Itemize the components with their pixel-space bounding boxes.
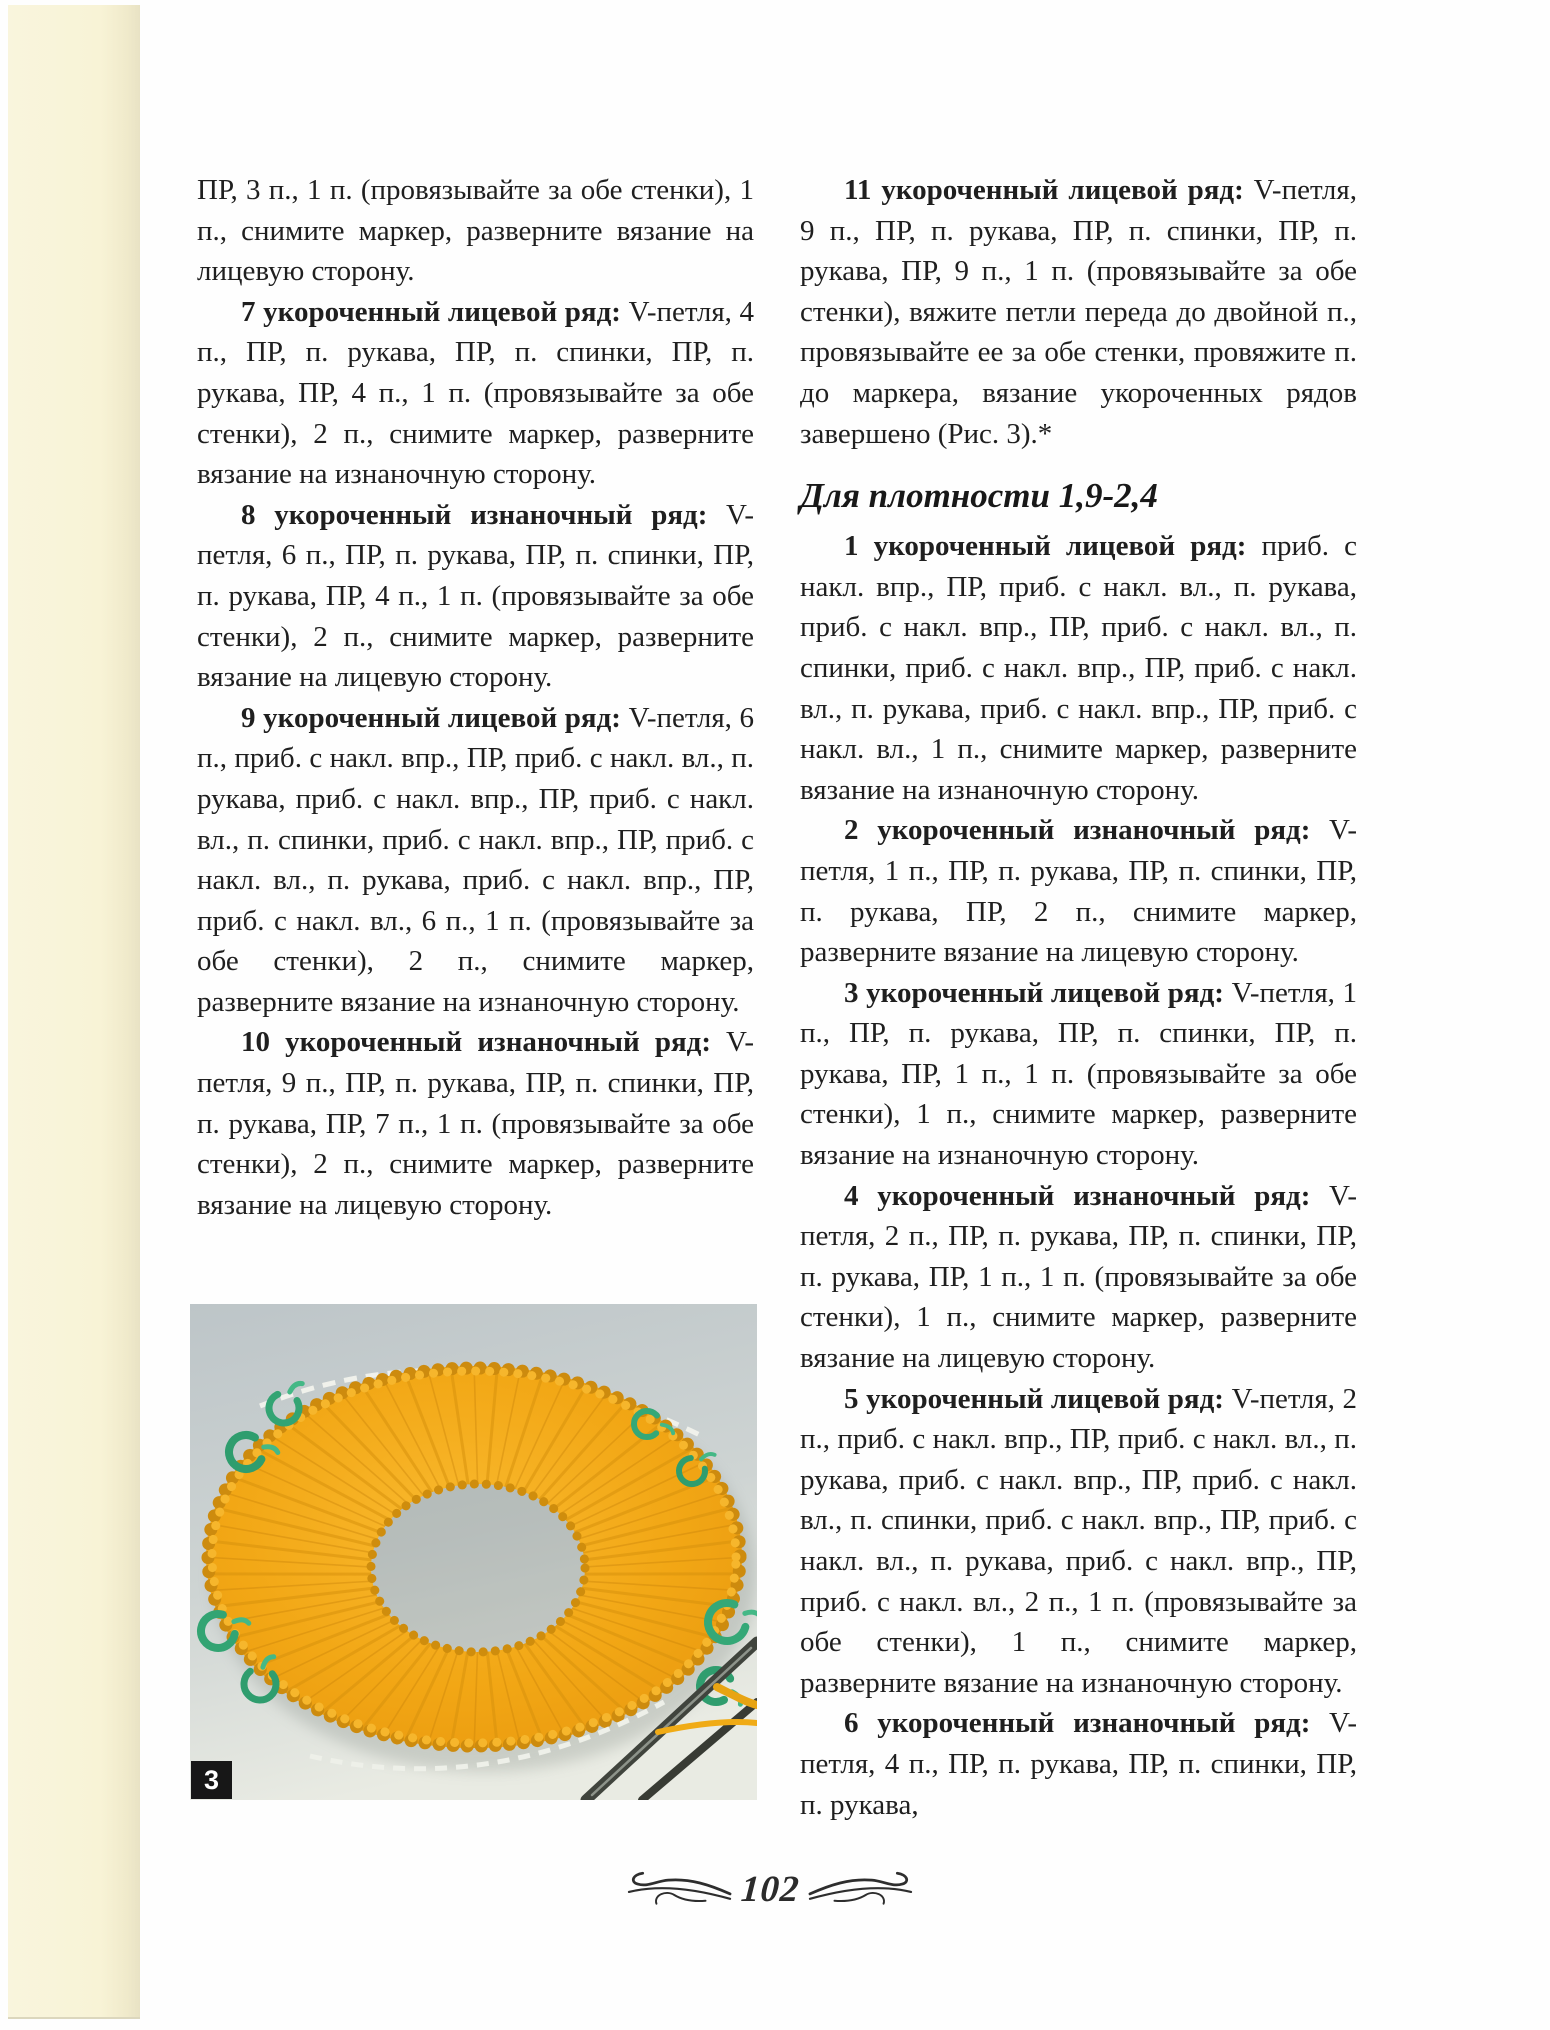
instruction-paragraph (800, 1379, 1357, 1704)
knitting-photo-figure (190, 1304, 757, 1800)
row-label: 1 укороченный лицевой ряд: (844, 530, 1247, 563)
page-footer (600, 1856, 940, 1922)
row-instructions: приб. с накл. впр., ПР, приб. с накл. вл., п. рукава, приб. с накл. впр., ПР, приб. с накл. вл., п. спинки, приб. с накл. впр., ПР, приб. с накл. вл., п. рукава, приб. с накл. впр., ПР, приб. с накл. вл., 1 п., снимите маркер, разверните вязание на изнаночную сторону. (800, 530, 1358, 806)
row-instructions: V-петля, 2 п., ПР, п. рукава, ПР, п. спинки, ПР, п. рукава, ПР, 1 п., 1 п. (провязывайте за обе стенки), 1 п., снимите маркер, разверните вязание на лицевую сторону. (800, 1179, 1357, 1375)
row-instructions: V-петля, 1 п., ПР, п. рукава, ПР, п. спинки, ПР, п. рукава, ПР, 2 п., снимите маркер, разверните вязание на лицевую сторону. (800, 814, 1357, 969)
instruction-paragraph (197, 170, 754, 292)
row-label: 6 укороченный изнаночный ряд: (844, 1707, 1311, 1740)
instruction-paragraph (800, 973, 1357, 1176)
instruction-paragraph (800, 170, 1357, 454)
row-instructions: V-петля, 2 п., приб. с накл. впр., ПР, приб. с накл. вл., п. рукава, приб. с накл. впр., ПР, приб. с накл. вл., п. спинки, приб. с накл. впр., ПР, приб. с накл. вл., п. рукава, приб. с накл. впр., ПР, приб. с накл. вл., 2 п., 1 п. (провязывайте за обе стенки), 1 п., снимите маркер, разверните вязание на изнаночную сторону. (800, 1382, 1358, 1699)
row-label: 2 укороченный изнаночный ряд: (844, 814, 1311, 847)
row-instructions: V-петля, 9 п., ПР, п. рукава, ПР, п. спинки, ПР, п. рукава, ПР, 9 п., 1 п. (провязывайте за обе стенки), вяжите петли переда до двойной п., провязывайте ее за обе стенки, провяжите п. до маркера, вязание укороченных рядов завершено (Рис. 3).* (800, 174, 1357, 450)
instruction-paragraph (800, 526, 1357, 810)
row-instructions: V-петля, 1 п., ПР, п. рукава, ПР, п. спинки, ПР, п. рукава, ПР, 1 п., 1 п. (провязывайте за обе стенки), 1 п., снимите маркер, разверните вязание на изнаночную сторону. (800, 976, 1358, 1172)
section-heading: Для плотности 1,9-2,4 (800, 476, 1158, 516)
instruction-paragraph (800, 1176, 1357, 1379)
instruction-paragraph (197, 292, 754, 495)
figure-number-badge: 3 (191, 1761, 232, 1799)
instruction-paragraph (197, 1022, 754, 1225)
instruction-paragraph (800, 1703, 1357, 1825)
row-label: 7 укороченный лицевой ряд: (241, 295, 621, 328)
row-instructions: V-петля, 4 п., ПР, п. рукава, ПР, п. спинки, ПР, п. рукава, (800, 1707, 1357, 1821)
instruction-paragraph (197, 495, 754, 698)
row-label: 4 укороченный изнаночный ряд: (844, 1179, 1311, 1212)
left-text-column (197, 170, 754, 1225)
instruction-paragraph (800, 810, 1357, 972)
flourish-left-icon (627, 1866, 733, 1912)
right-text-column (800, 170, 1357, 1825)
row-label: 11 укороченный лицевой ряд: (844, 174, 1244, 206)
knitting-photo (190, 1304, 757, 1800)
row-label: 8 укороченный изнаночный ряд: (241, 498, 708, 531)
page-number: 102 (739, 1868, 801, 1910)
flourish-right-icon (807, 1866, 913, 1912)
row-label: 3 укороченный лицевой ряд: (844, 976, 1224, 1009)
row-instructions: V-петля, 9 п., ПР, п. рукава, ПР, п. спинки, ПР, п. рукава, ПР, 7 п., 1 п. (провязывайте за обе стенки), 2 п., снимите маркер, разверните вязание на лицевую сторону. (197, 1026, 754, 1221)
row-instructions: V-петля, 4 п., ПР, п. рукава, ПР, п. спинки, ПР, п. рукава, ПР, 4 п., 1 п. (провязывайте за обе стенки), 2 п., снимите маркер, разверните вязание на изнаночную сторону. (197, 295, 755, 491)
row-label: 5 укороченный лицевой ряд: (844, 1382, 1224, 1415)
row-instructions: V-петля, 6 п., приб. с накл. впр., ПР, приб. с накл. вл., п. рукава, приб. с накл. впр., ПР, приб. с накл. вл., п. спинки, приб. с накл. впр., ПР, приб. с накл. вл., п. рукава, приб. с накл. впр., ПР, приб. с накл. вл., 6 п., 1 п. (провязывайте за обе стенки), 2 п., снимите маркер, разверните вязание на изнаночную сторону. (197, 701, 755, 1018)
adjacent-page-edge (8, 5, 140, 2019)
row-instructions: ПР, 3 п., 1 п. (провязывайте за обе стенки), 1 п., снимите маркер, разверните вязание на лицевую сторону. (197, 174, 754, 288)
row-label: 9 укороченный лицевой ряд: (241, 701, 621, 734)
instruction-paragraph (197, 698, 754, 1023)
row-instructions: V-петля, 6 п., ПР, п. рукава, ПР, п. спинки, ПР, п. рукава, ПР, 4 п., 1 п. (провязывайте за обе стенки), 2 п., снимите маркер, разверните вязание на лицевую сторону. (197, 498, 754, 694)
row-label: 10 укороченный изнаночный ряд: (241, 1026, 711, 1059)
